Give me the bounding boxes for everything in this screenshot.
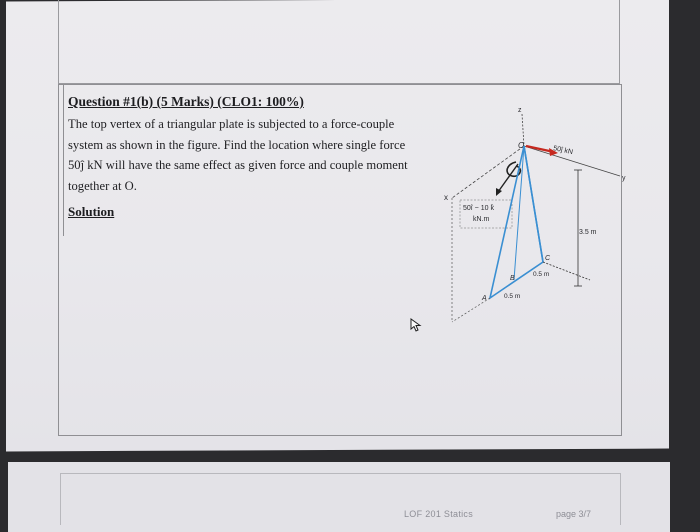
question-title: Question #1(b) (5 Marks) (CLO1: 100%) [68,94,304,109]
next-page-box-right [620,473,621,525]
origin-label: O [518,141,525,150]
x-axis-label: x [444,193,448,202]
next-page-box-top [60,473,620,474]
force-label: 50ĵ kN [552,145,574,157]
point-a-label: A [482,295,487,302]
moment-label-line1: 50î − 10 k̂ [463,205,494,212]
point-b-label: B [510,275,515,282]
moment-label-line2: kN.m [473,216,490,223]
previous-question-box [58,0,620,84]
dim-ab-label: 0.5 m [504,293,521,300]
question-text [68,114,424,196]
mouse-cursor-icon [409,318,423,332]
solution-heading: Solution [68,204,115,219]
base-line-c-y [543,262,590,280]
plate-edge-oc [524,146,543,262]
y-axis-label: y [622,175,626,182]
triangular-plate-figure [440,100,660,340]
question-line: The top vertex of a triangular plate is subjected to a force-couple [68,117,395,131]
moment-arrow-head [496,188,502,196]
margin-line [63,84,64,236]
footer-page-number: page 3/7 [556,509,592,519]
footer-course: LOF 201 Statics [404,509,474,519]
point-c-label: C [545,255,551,262]
question-line: 50ĵ kN will have the same effect as given force and couple moment [68,158,408,172]
z-axis-label: z [518,107,522,114]
question-line: together at O. [68,178,137,193]
dim-bc-label: 0.5 m [533,271,550,278]
question-line: system as shown in the figure. Find the location where single force [68,137,406,152]
next-page-box-left [60,473,61,525]
x-axis-line [452,146,524,198]
height-label: 3.5 m [579,229,597,236]
